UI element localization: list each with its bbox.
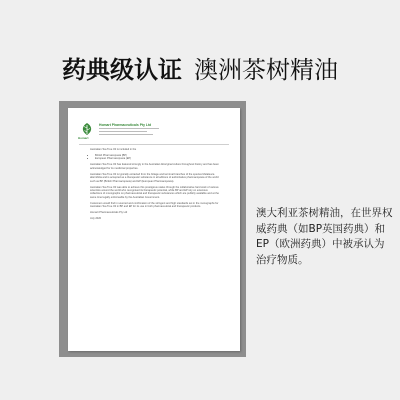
doc-paragraph: Australian Tea Tree Oil has featured strongly in the Australian Aboriginal culture throughout history and has been acknowledged for its medicinal properties.: [90, 163, 219, 170]
doc-paragraph: Australian Tea Tree Oil is typically extracted from the foliage and terminal branches of the species Melaleuca alternifolia and is accepted as a therapeutic substance in all editions of authoritative pharmacopoeia of the world such as BP (British Pharmacopoeia) and EP (European Pharmacopoeia).: [90, 172, 219, 183]
title-certification: 药典级认证: [62, 56, 182, 84]
certificate-document: [68, 108, 240, 351]
page-title: [0, 50, 400, 85]
signature-date: July 2020: [90, 217, 102, 221]
side-description: 澳大利亚茶树精油，在世界权威药典（如BP英国药典）和EP（欧洲药典）中被承认为治疗物质。: [256, 207, 393, 266]
homart-logo-icon: [79, 122, 95, 136]
pharmacopoeia-list: [90, 154, 220, 161]
address-line: [99, 128, 159, 129]
doc-paragraph: Customers would find in sourced and confirmation of the stringent and high standards set in the monographs for Australian Tea Tree Oil in BP and EP for its use in both pharmaceutical and therapeutic products.: [90, 201, 219, 209]
certificate-body: [90, 148, 220, 223]
list-item: • European Pharmacopoeia (EP): [95, 157, 220, 160]
company-name: Homart Pharmaceuticals Pty Ltd: [99, 123, 152, 127]
letterhead-divider: [79, 144, 229, 145]
address-line: [99, 131, 147, 132]
title-product: 澳洲茶树精油: [194, 56, 338, 84]
doc-paragraph: Australian Tea Tree Oil was able to achieve this prestigious status through the collaborative hard work of various scientists around the world who recognised its therapeutic potential, while BP and EP rely on extensive collections of monographs on pharmaceutical and therapeutic substances which are publicly available and at the same time legally enforceable by the Australian Government.: [90, 185, 219, 199]
address-line: [99, 134, 153, 135]
doc-paragraph: Australian Tea Tree Oil is included in the: [90, 148, 137, 151]
logo-wordmark: Homart: [78, 136, 89, 140]
list-item: • British Pharmacopoeia (BP): [95, 154, 220, 157]
letterhead: [78, 122, 229, 140]
signature-company: Homart Pharmaceuticals Pty Ltd: [90, 211, 128, 215]
